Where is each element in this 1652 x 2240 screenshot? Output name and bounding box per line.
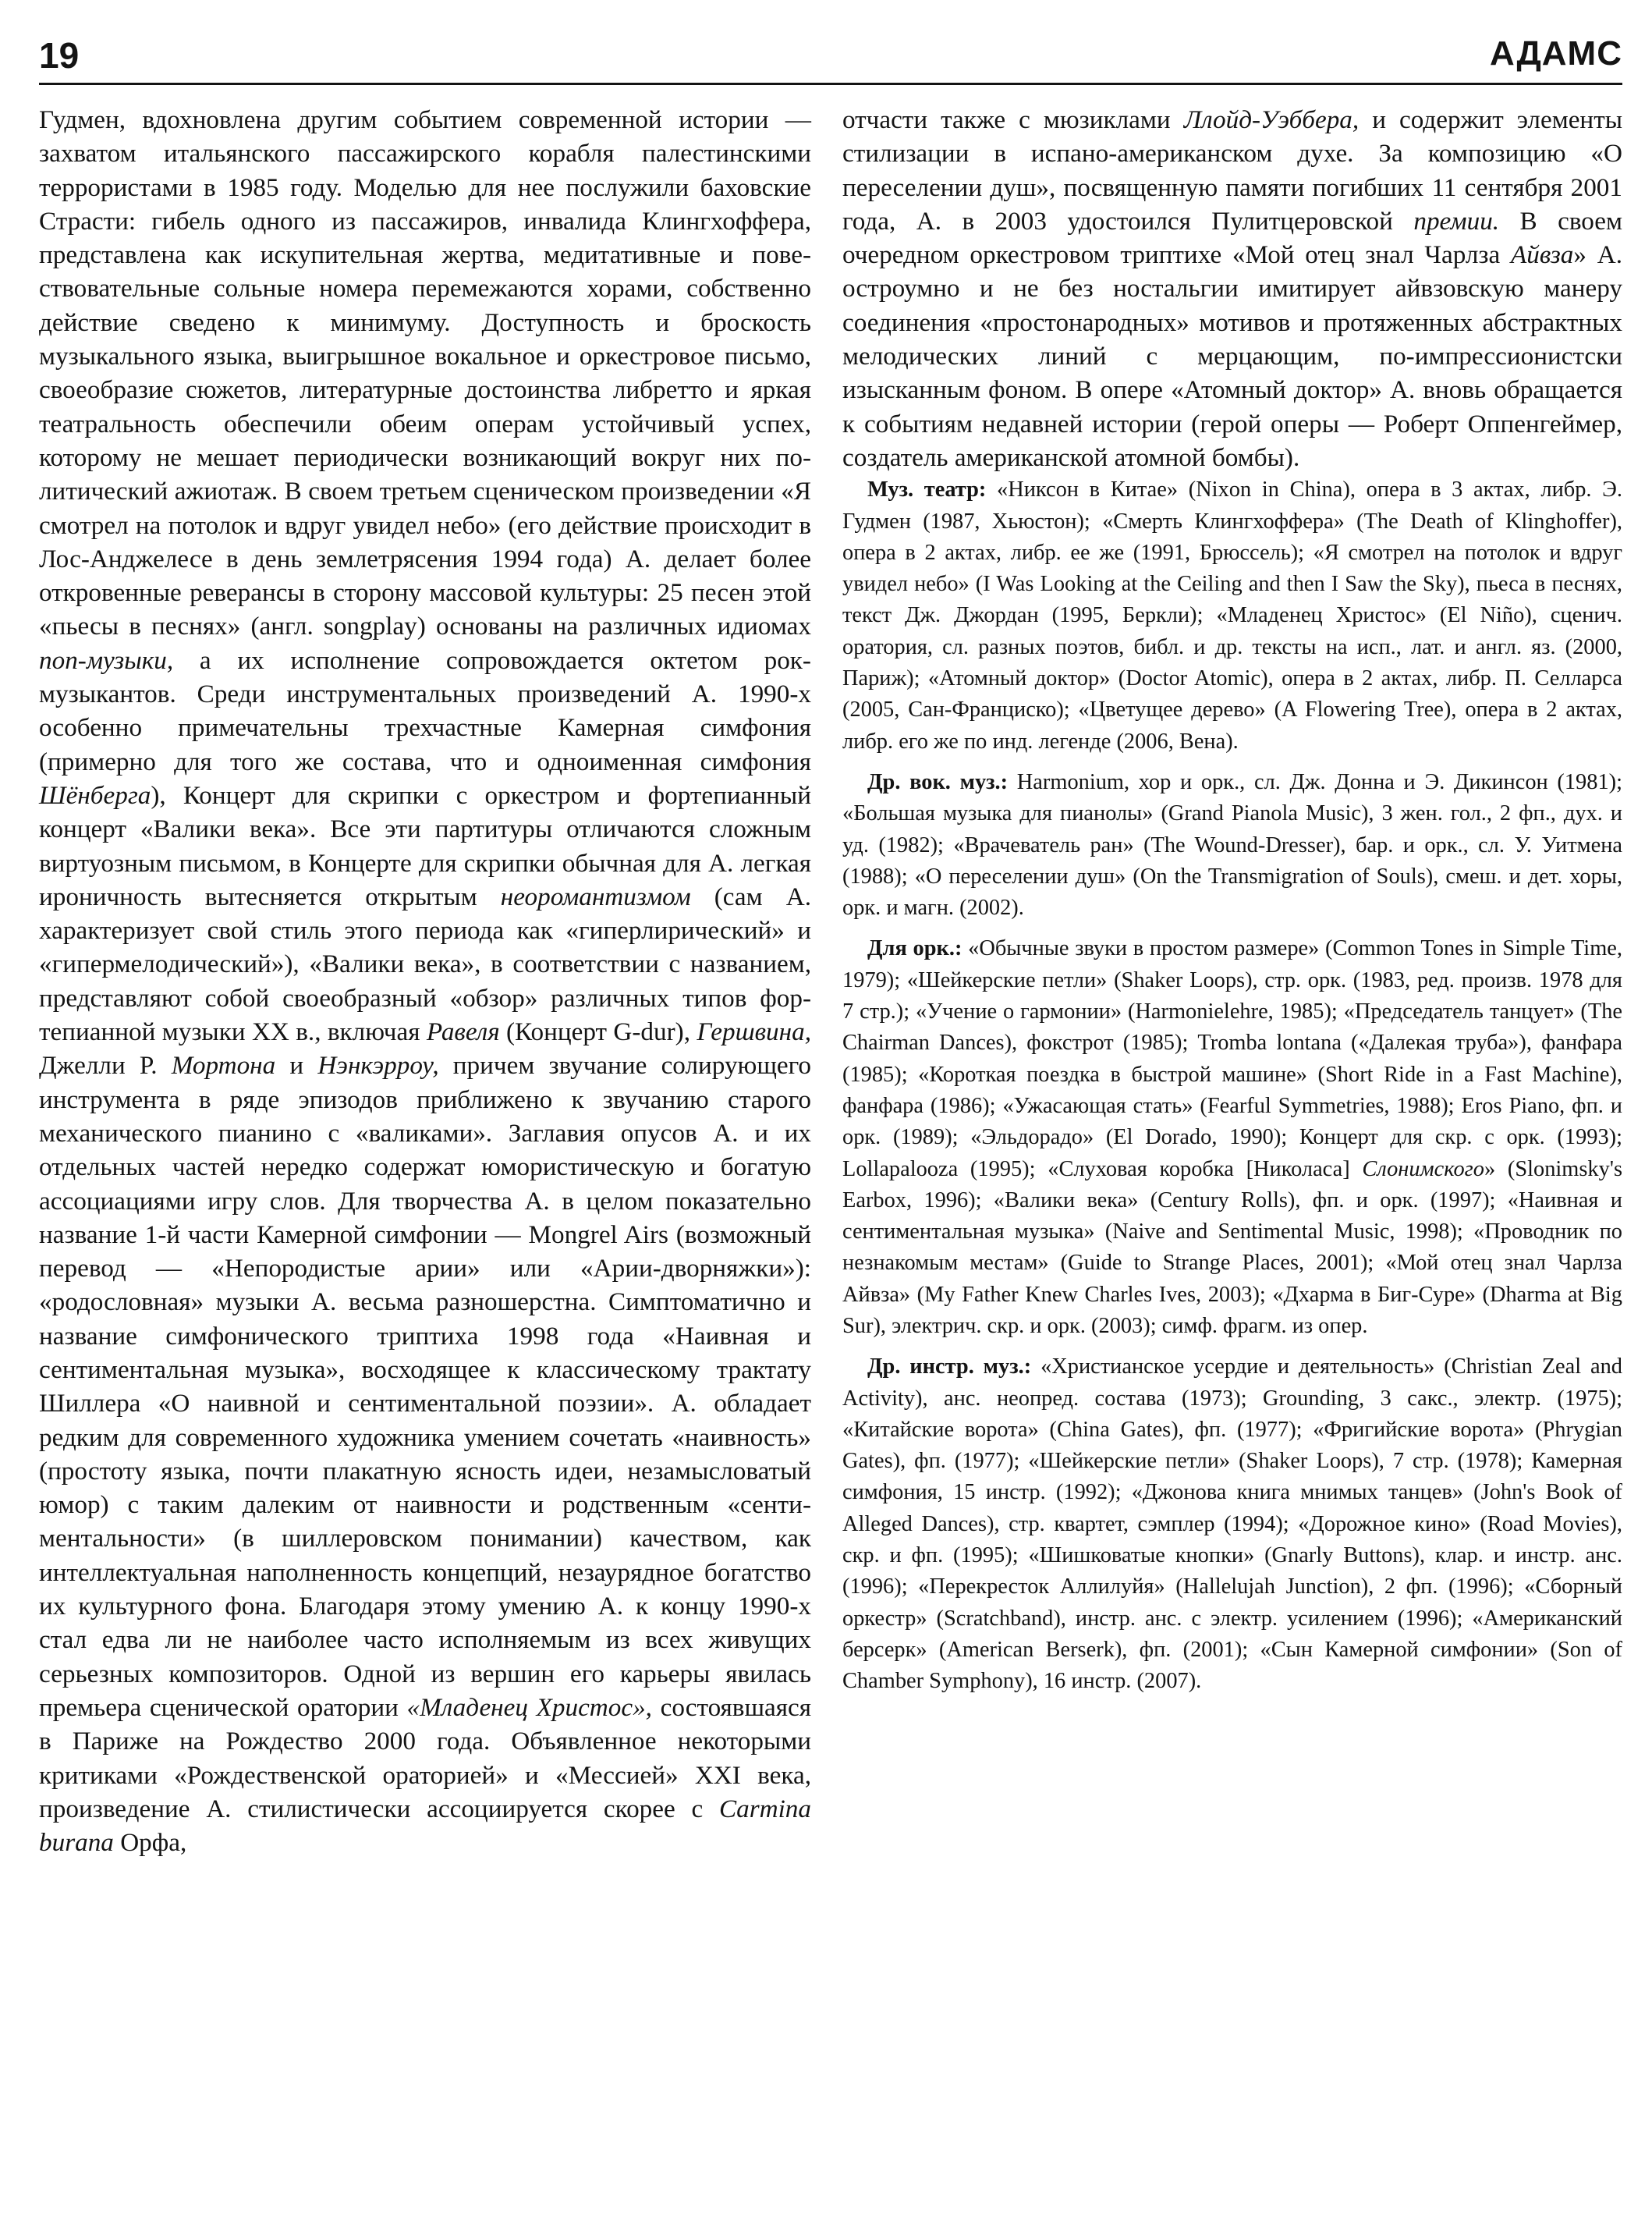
works-theatre-text: «Никсон в Китае» (Nixon in China), опера в 3 актах, либр. Э. Гудмен (1987, Хьюстон); «Смерть Клингхоффера» (The Death of Klinghoffer), опера в 2 актах, либр. ее же (1991, Брюссель); «Я смотрел на потолок и вдруг увидел небо» (I Was Looking at the Ceiling and then I Saw the Sky), пьеса в песнях, текст Дж. Джордан (1995, Беркли); «Младенец Христос» (El Niño), сценич. оратория, сл. разных поэтов, библ. и др. тексты на исп., лат. и англ. яз. (2000, Париж); «Атомный доктор» (Doctor Atomic), опера в 2 актах, либр. П. Селларса (2005, Сан-Франциско); «Цветущее дерево» (A Flowering Tree), опера в 2 актах, либр. его же по инд. легенде (2006, Вена). [842,477,1623,754]
right-intro-run: » А. остроумно и не без ностальгии имитирует айвзовскую манеру соединения «простонародных» мотивов и протяженных абстрактных мелодических линий с мерцающим, по-импрессионистски изысканным фоном. В опере «Атомный доктор» А. вновь обращается к событиям недавней истории (герой оперы — Роберт Оппенгеймер, создатель американской атомной бомбы). [842,240,1622,472]
right-intro-run: премии. [1413,206,1500,236]
works-theatre-label: Муз. театр: [867,477,987,502]
left-column-run: Равеля [426,1017,500,1047]
left-column-run: Орфа, [113,1828,187,1858]
left-column-run: а их исполнение сопровождается октетом рок-музыкантов. Среди инструментальных произведений А. 1990-х особенно примечательны трехчастные Камерная симфония (примерно для того же состава, что и одноименная симфония [39,645,811,776]
left-column [39,103,811,1859]
left-column-run: «Младенец Христос», [406,1692,652,1722]
works-instrumental [842,1351,1622,1697]
left-column-run: причем звучание солирующего инструмента в ряде эпизодов приближено к звучанию старого механического пианино с «валиками». Заглавия опусов А. и их отдельных частей нередко содержат юмористическую и богатую ассоциациями игру слов. Для творчества А. в целом показательно название 1-й части Камерной симфонии — Mongrel Airs (возможный перевод — «Непородистые арии» или «Арии-дворняжки»): «родословная» музыки А. весьма разношерстна. Симптоматично и название симфонического триптиха 1998 года «Наивная и сентиментальная музыка», восходящее к классическому трактату Шиллера «О наивной и сентиментальной поэзии». А. обладает редким для современного художника умением сочетать «наивность» (простоту языка, почти плакатную ясность идеи, незамысловатый юмор) с таким далеким от наивности и родственным «сентиментальности» (в шиллеровском понимании) качеством, как интеллектуальная наполненность концепций, незаурядное богатство их культурного фона. Благодаря этому умению А. к концу 1990-х стал едва ли не наиболее часто исполняемым из всех живущих серьезных композиторов. Одной из вершин его карьеры явилась премьера сценической оратории [39,1051,811,1722]
works-orchestra-text-a: «Обычные звуки в простом размере» (Common Tones in Simple Time, 1979); «Шейкерские петли» (Shaker Loops), стр. орк. (1983, ред. произв. 1978 для 7 стр.); «Учение о гармонии» (Harmonielehre, 1985); «Председатель танцует» (The Chairman Dances), фокстрот (1985); Tromba lontana («Далекая труба»), фанфара (1985); «Короткая поездка в быстрой машине» (Short Ride in a Fast Machine), фанфара (1986); «Ужасающая стать» (Fearful Symmetries, 1988); Eros Piano, фп. и орк. (1989); «Эльдорадо» (El Dorado, 1990); Концерт для скр. с орк. (1993); Lollapalooza (1995); «Слуховая коробка [Николаса] [842,936,1622,1181]
works-orchestra [842,933,1622,1342]
left-column-run: Джелли Р. [39,1051,172,1081]
left-column-run: ), Концерт для скрипки с оркестром и фортепианный концерт «Валики века». Все эти партитуры отличаются сложным виртуозным письмом, в Концерте для скрипки обычная для А. легкая ироничность вытесняется открытым [39,780,811,911]
page-header [39,31,1622,85]
left-column-run: неоромантизмом [500,882,691,911]
left-column-run: Нэнкэрроу, [317,1051,439,1081]
works-orchestra-text-italic: Слонимского [1362,1156,1484,1181]
article-body-left [39,103,811,1859]
right-column [842,103,1622,1698]
left-column-run: и [275,1051,318,1081]
left-column-run: (сам А. характеризует свой стиль этого периода как «гиперлирический» и «гипермелодический»), «Валики века», в соответствии с названием, представляют собой своеобразный «обзор» различных типов фортепианной музыки XX в., включая [39,882,811,1047]
works-instrumental-label: Др. инстр. муз.: [867,1354,1032,1379]
works-orchestra-text-b: » (Slonimsky's Earbox, 1996); «Валики века» (Century Rolls), фп. и орк. (1997); «Наивная и сентиментальная музыка» (Naive and Sentimental Music, 1998); «Проводник по незнакомым местам» (Guide to Strange Places, 2001); «Мой отец знал Чарлза Айвза» (My Father Knew Charles Ives, 2003); «Дхарма в Биг-Суре» (Dharma at Big Sur), электрич. скр. и орк. (2003); симф. фрагм. из опер. [842,1156,1622,1338]
works-vocal-label: Др. вок. муз.: [867,769,1009,794]
right-intro-run: Айвза [1511,240,1574,270]
works-list [842,474,1622,1697]
left-column-run: Carmina burana [39,1794,811,1858]
works-theatre [842,474,1622,758]
article-body-right [842,103,1622,474]
page-number: 19 [39,35,80,76]
left-column-run: Шёнберга [39,780,151,810]
right-intro-run: В своем очередном оркестровом триптихе «Мой отец знал Чарлза [842,206,1623,270]
left-column-run: Гудмен, вдохновлена другим событием современной истории — захватом итальянского пассажирского корабля палестинскими террористами в 1985 году. Моделью для нее послужили баховские Страсти: гибель одного из пассажиров, инвалида Клингхоффера, представлена как искупительная жертва, медитативные и повествовательные сольные номера перемежаются хорами, собственно действие сведено к минимуму. Доступность и броскость музыкального языка, выигрышное вокальное и оркестровое письмо, своеобразие сюжетов, литературные достоинства либретто и яркая театральность обеспечили обеим операм устойчивый успех, которому не мешает периодически возникающий вокруг них политический ажиотаж. В своем третьем сценическом произведении «Я смотрел на потолок и вдруг увидел небо» (его действие происходит в Лос-Анджелесе в день землетрясения 1994 года) А. делает более откровенные реверансы в сторону массовой культуры: 25 песен этой «пьесы в песнях» (англ. songplay) основаны на различных идиомах [39,105,811,641]
right-intro-run: и содержит элементы стилизации в испано-американском духе. За композицию «О переселении душ», посвященную памяти погибших 11 сентября 2001 года, А. в 2003 удостоился Пулитцеровской [842,105,1622,236]
running-head: АДАМС [1490,34,1622,73]
left-column-run: состоявшаяся в Париже на Рождество 2000 года. Объявленное некоторыми критиками «Рождественской ораторией» и «Мессией» XXI века, произведение А. стилистически ассоциируется скорее с [39,1692,812,1823]
right-intro-run: Ллойд-Уэббера, [1183,105,1360,134]
works-orchestra-label: Для орк.: [867,936,962,961]
left-column-run: поп-музыки, [39,645,174,675]
left-column-run: (Концерт G-dur), [499,1017,697,1047]
left-column-run: Гершвина, [697,1017,811,1047]
left-column-run: Мортона [171,1051,276,1081]
works-vocal-text: Harmonium, хор и орк., сл. Дж. Донна и Э. Дикинсон (1981); «Большая музыка для пианолы» (Grand Pianola Music), 3 жен. гол., 2 фп., дух. и уд. (1982); «Врачеватель ран» (The Wound-Dresser), бар. и орк., сл. У. Уитмена (1988); «О переселении душ» (On the Transmigration of Souls), смеш. и дет. хоры, орк. и магн. (2002). [842,769,1622,921]
works-instrumental-text: «Христианское усердие и деятельность» (Christian Zeal and Activity), анс. неопред. состава (1973); Grounding, 3 сакс., электр. (1975); «Китайские ворота» (China Gates), фп. (1977); «Фригийские ворота» (Phrygian Gates), фп. (1977); «Шейкерские петли» (Shaker Loops), 7 стр. (1978); Камерная симфония, 15 инстр. (1992); «Джонова книга мнимых танцев» (John's Book of Alleged Dances), стр. квартет, сэмплер (1994); «Дорожное кино» (Road Movies), скр. и фп. (1995); «Шишковатые кнопки» (Gnarly Buttons), клар. и инстр. анс. (1996); «Перекресток Аллилуйя» (Hallelujah Junction), 2 фп. (1996); «Сборный оркестр» (Scratchband), инстр. анс. с электр. усилением (1996); «Американский берсерк» (American Berserk), фп. (2001); «Сын Камерной симфонии» (Son of Chamber Symphony), 16 инстр. (2007). [842,1354,1623,1694]
right-intro-run: отчасти также с мюзиклами [842,105,1184,134]
works-vocal [842,767,1622,924]
